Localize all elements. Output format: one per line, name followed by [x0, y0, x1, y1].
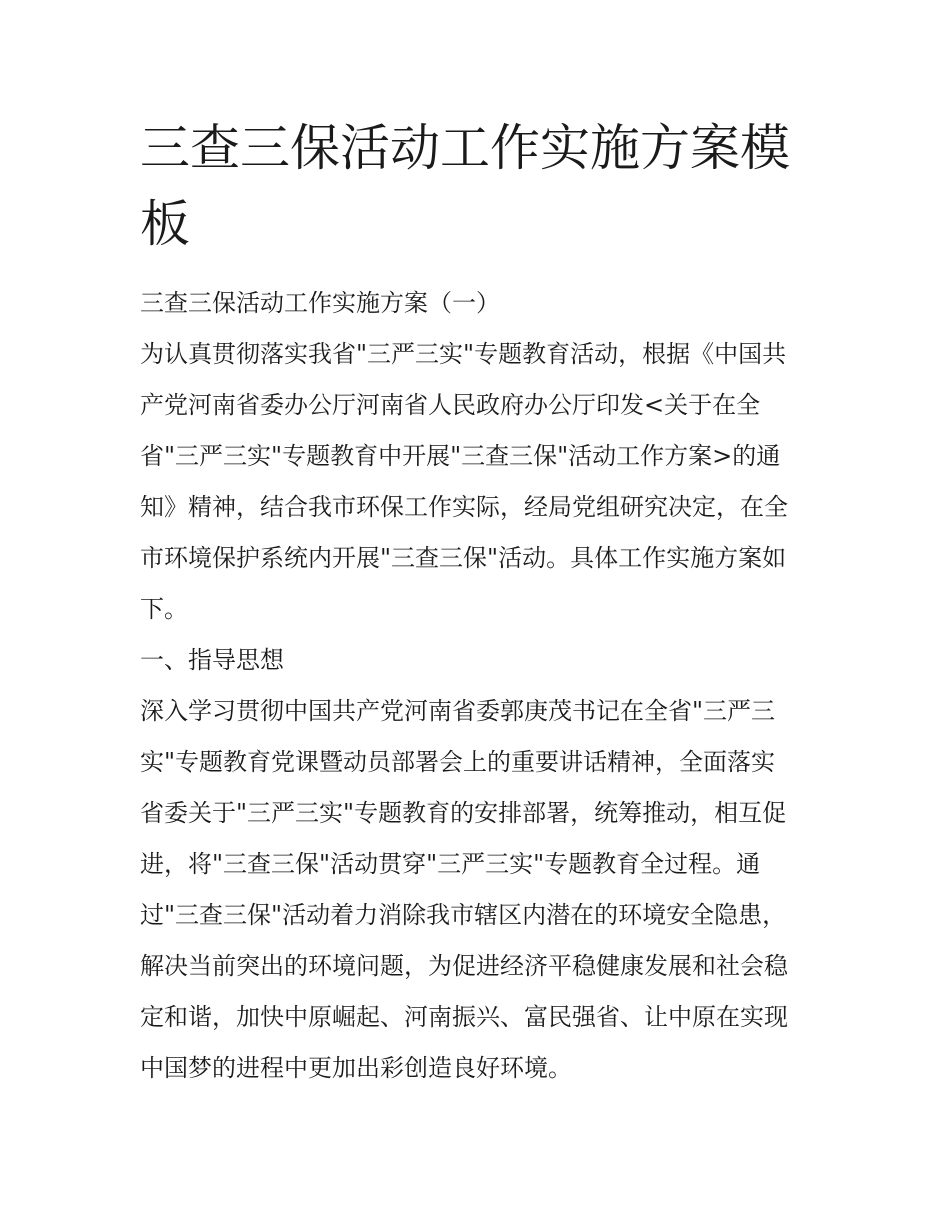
- paragraph-line: 下。: [140, 595, 188, 623]
- paragraph-line: 为认真贯彻落实我省"三严三实"专题教育活动，根据《中国共: [140, 340, 787, 368]
- title-line: 三查三保活动工作实施方案模: [140, 119, 790, 177]
- paragraph-line: 解决当前突出的环境问题，为促进经济平稳健康发展和社会稳: [140, 952, 788, 980]
- paragraph-line: 知》精神，结合我市环保工作实际，经局党组研究决定，在全: [140, 493, 788, 521]
- paragraph-line: 进，将"三查三保"活动贯穿"三严三实"专题教育全过程。通: [140, 850, 761, 878]
- paragraph-line: 省委关于"三严三实"专题教育的安排部署，统筹推动，相互促: [140, 799, 787, 827]
- title-line: 板: [140, 195, 190, 253]
- paragraph-line: 产党河南省委办公厅河南省人民政府办公厅印发<关于在全: [140, 391, 761, 419]
- document-title: [140, 110, 820, 262]
- document-body: [140, 278, 820, 1094]
- section-subtitle: 三查三保活动工作实施方案（一）: [140, 289, 500, 317]
- paragraph-line: 中国梦的进程中更加出彩创造良好环境。: [140, 1054, 572, 1082]
- paragraph-line: 深入学习贯彻中国共产党河南省委郭庚茂书记在全省"三严三: [140, 697, 776, 725]
- paragraph-line: 定和谐，加快中原崛起、河南振兴、富民强省、让中原在实现: [140, 1003, 788, 1031]
- paragraph-line: 市环境保护系统内开展"三查三保"活动。具体工作实施方案如: [140, 544, 787, 572]
- paragraph-line: 过"三查三保"活动着力消除我市辖区内潜在的环境安全隐患，: [140, 901, 787, 929]
- paragraph-line: 省"三严三实"专题教育中开展"三查三保"活动工作方案>的通: [140, 442, 781, 470]
- section-heading: 一、指导思想: [140, 646, 284, 674]
- paragraph-line: 实"专题教育党课暨动员部署会上的重要讲话精神，全面落实: [140, 748, 776, 776]
